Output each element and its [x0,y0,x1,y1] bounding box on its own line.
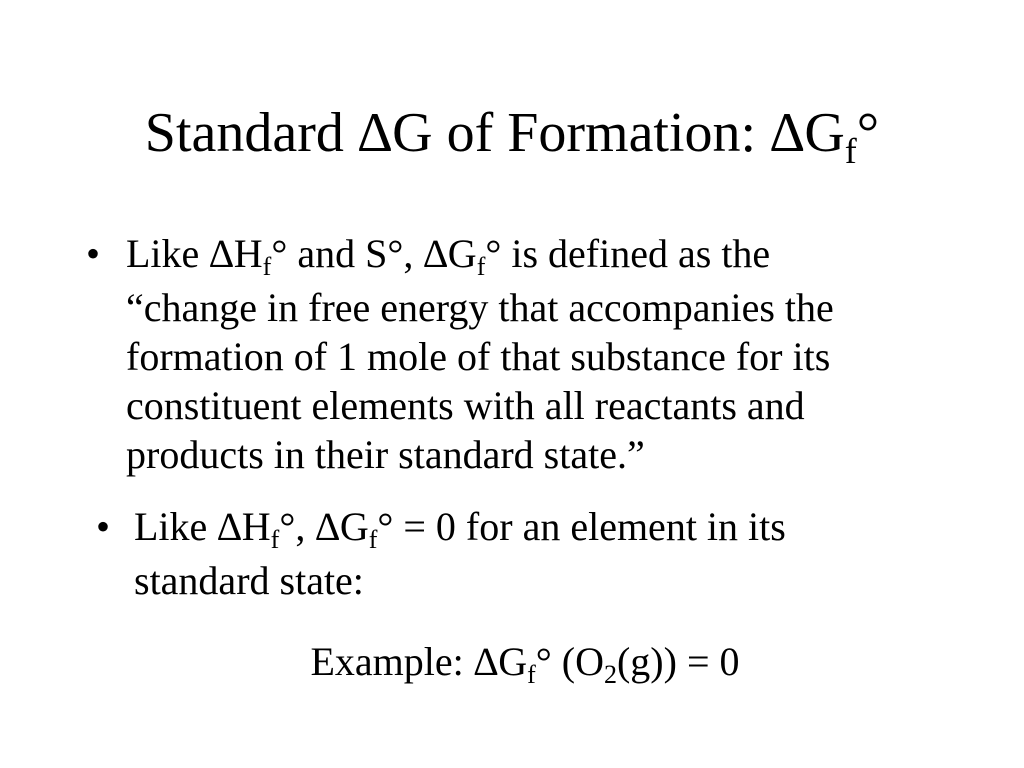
text-segment: ° (O [535,639,604,684]
bullet-marker: • [86,231,101,276]
subscript: f [262,252,272,281]
text-segment: °, ∆G [279,504,369,549]
bullet-element-rule [96,502,976,605]
bullet-line: formation of 1 mole of that substance for its [126,334,831,379]
slide-title [0,98,1024,174]
text-segment: (g)) = 0 [616,639,740,684]
bullet-definition [86,229,986,479]
bullet-line: “change in free energy that accompanies the [126,285,834,330]
bullet-line: products in their standard state.” [126,432,645,477]
subscript: f [527,660,536,689]
bullet-line: standard state: [134,558,364,603]
text-segment: Like ∆H [126,231,263,276]
text-segment: Like ∆H [134,504,271,549]
subscript: f [368,525,378,554]
subscript: 2 [603,660,617,689]
text-segment: ° = 0 for an element in its [377,504,786,549]
title-text: Standard ∆G of Formation: ∆G [144,102,845,164]
bullet-line: constituent elements with all reactants and [126,383,805,428]
bullet-body [134,502,976,605]
bullet-body [126,229,986,479]
title-degree: ° [856,102,880,164]
bullet-marker: • [96,504,111,549]
bullet-line [134,502,976,556]
bullet-line [126,229,986,283]
text-segment: Example: ∆G [310,639,528,684]
title-subscript: f [844,131,857,171]
text-segment: ° is defined as the [485,231,771,276]
subscript: f [476,252,486,281]
subscript: f [270,525,280,554]
text-segment: ° and S°, ∆G [271,231,477,276]
example-equation [0,638,1024,691]
